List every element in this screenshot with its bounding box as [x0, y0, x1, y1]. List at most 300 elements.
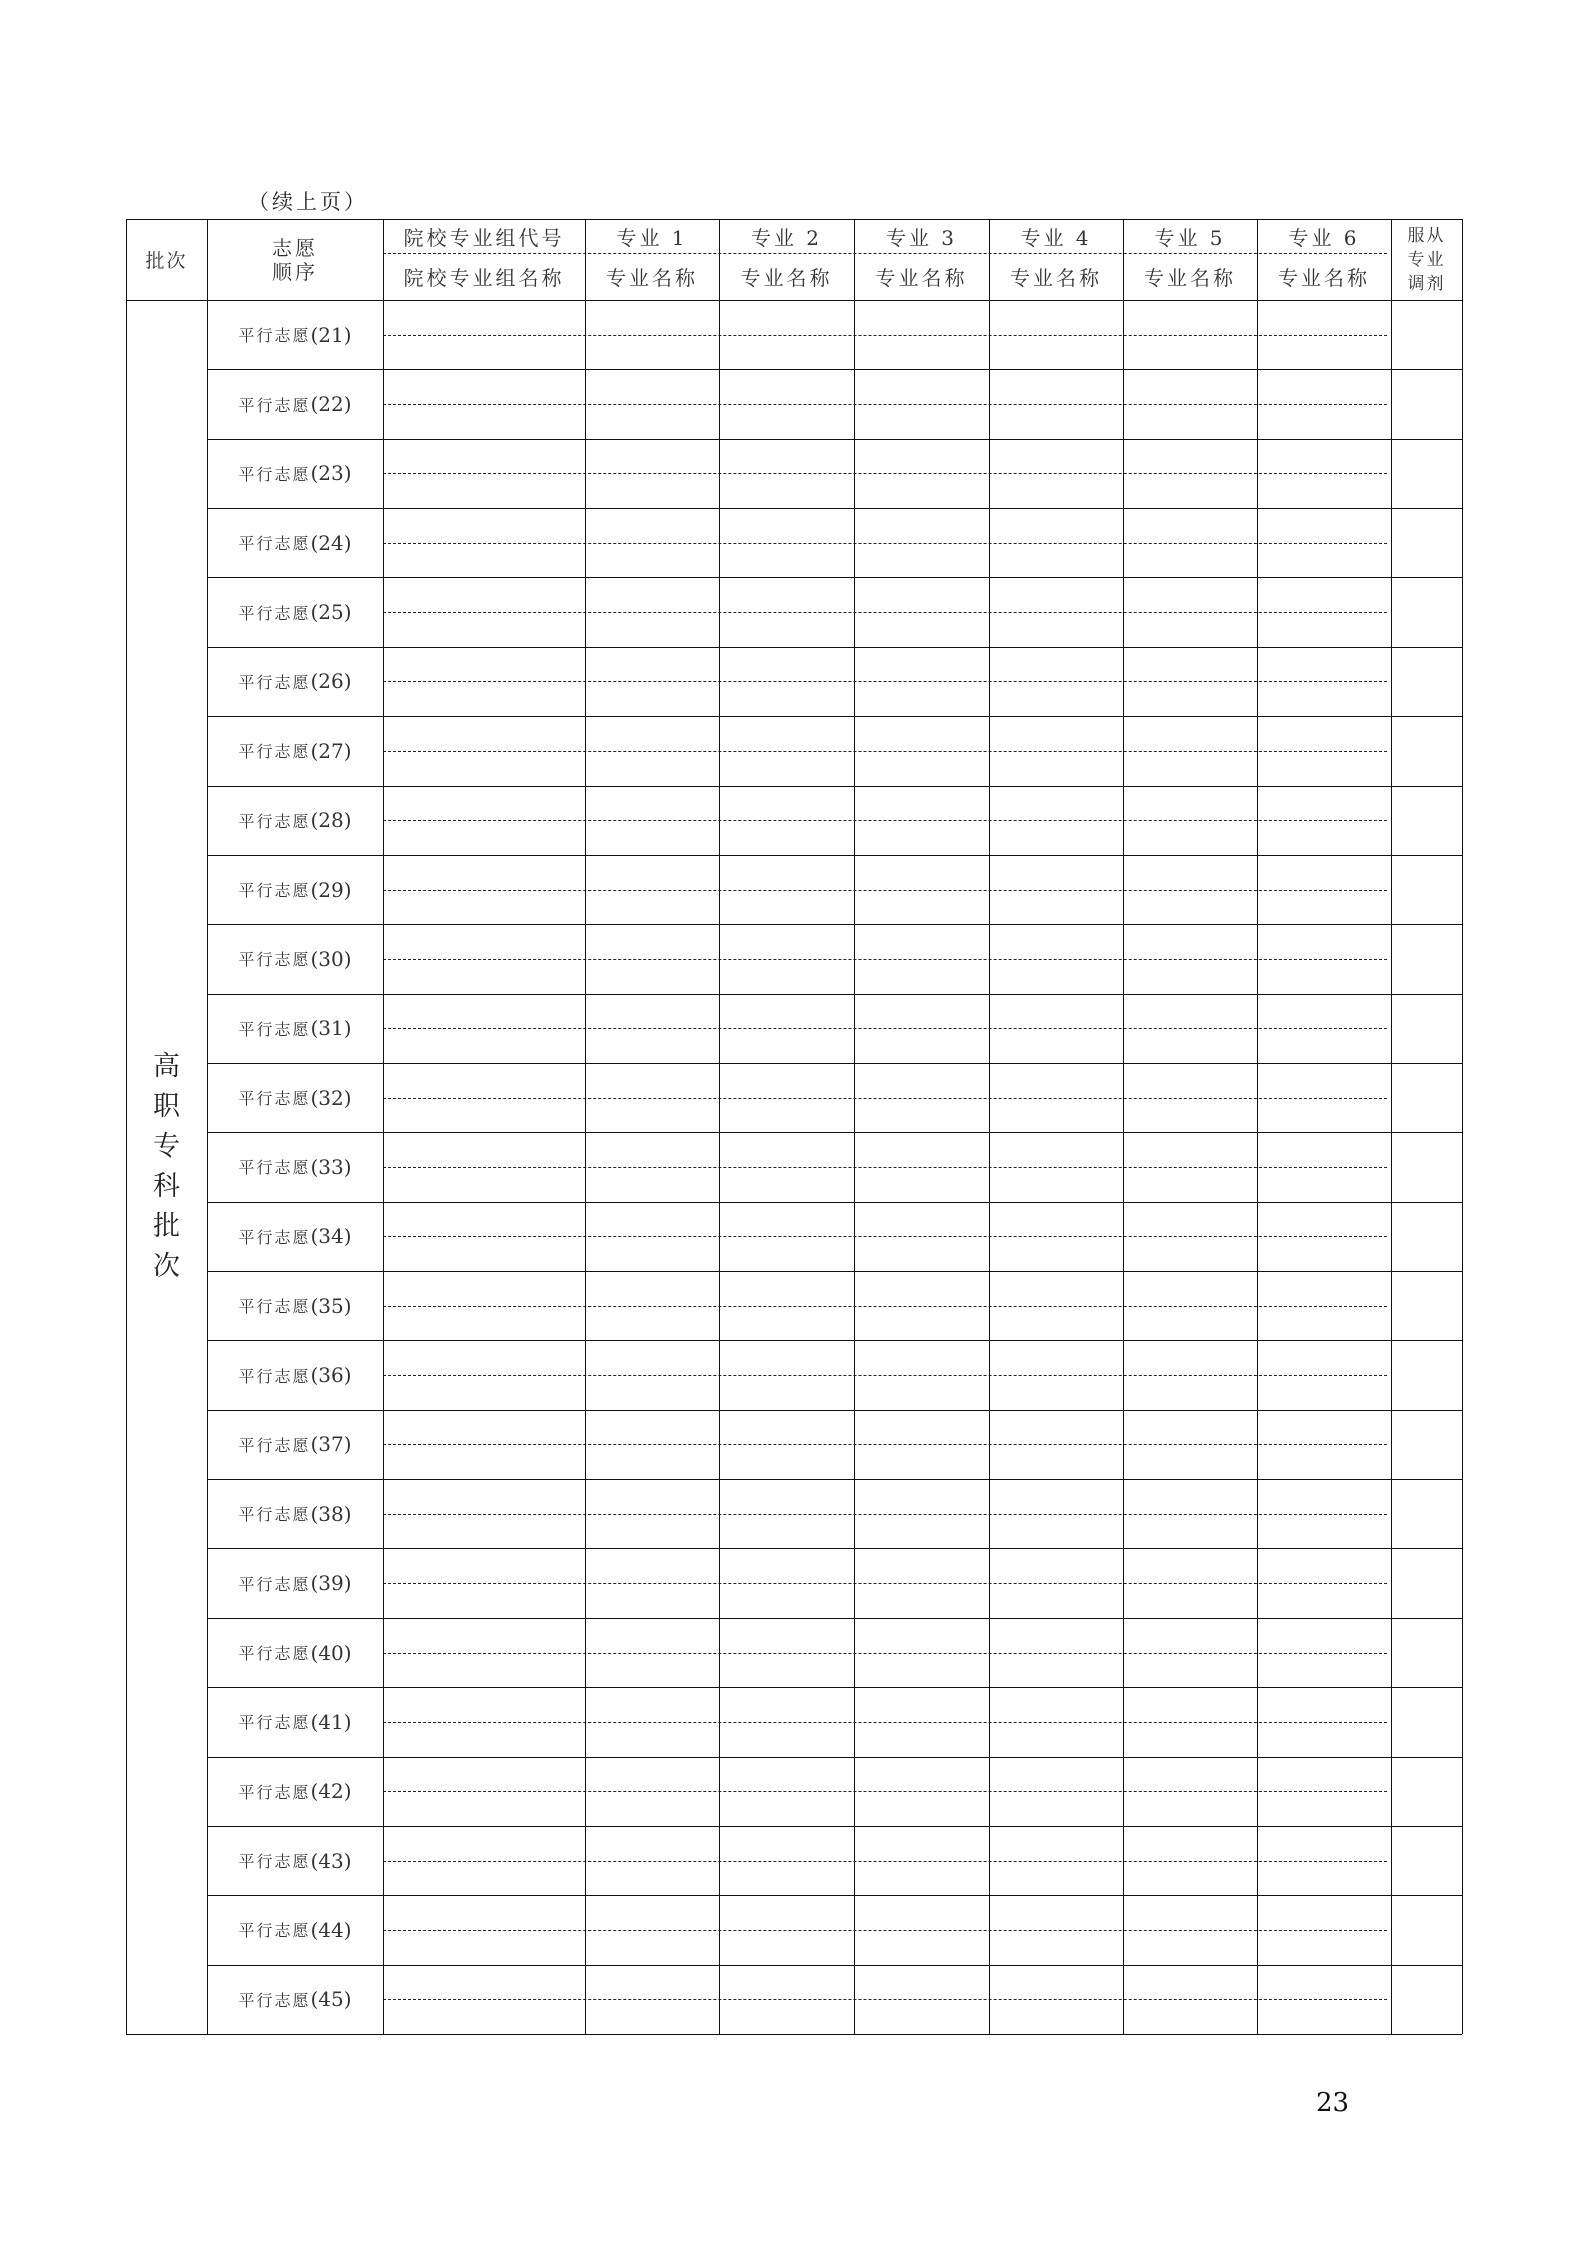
major-5-name-field[interactable]	[1125, 545, 1255, 576]
major-5-code-field[interactable]	[1125, 1273, 1255, 1304]
major-5-code-field[interactable]	[1125, 1412, 1255, 1443]
major-3-name-field[interactable]	[856, 1238, 987, 1269]
adjust-field[interactable]	[1393, 1065, 1460, 1130]
major-5-name-field[interactable]	[1125, 1377, 1255, 1408]
adjust-field[interactable]	[1393, 1967, 1460, 2032]
adjust-field[interactable]	[1393, 302, 1460, 367]
group-code-field[interactable]	[385, 1828, 583, 1859]
group-code-field[interactable]	[385, 1689, 583, 1720]
major-6-code-field[interactable]	[1259, 1897, 1389, 1928]
major-2-code-field[interactable]	[721, 1897, 852, 1928]
major-6-code-field[interactable]	[1259, 788, 1389, 819]
major-5-code-field[interactable]	[1125, 1481, 1255, 1512]
major-5-code-field[interactable]	[1125, 1550, 1255, 1581]
major-4-code-field[interactable]	[991, 996, 1121, 1027]
major-5-code-field[interactable]	[1125, 1065, 1255, 1096]
major-6-code-field[interactable]	[1259, 1481, 1389, 1512]
major-2-name-field[interactable]	[721, 406, 852, 437]
major-5-name-field[interactable]	[1125, 1446, 1255, 1477]
major-1-name-field[interactable]	[587, 1655, 717, 1686]
major-4-code-field[interactable]	[991, 649, 1121, 680]
major-1-name-field[interactable]	[587, 961, 717, 992]
major-4-code-field[interactable]	[991, 1273, 1121, 1304]
major-1-name-field[interactable]	[587, 1585, 717, 1616]
major-6-code-field[interactable]	[1259, 1550, 1389, 1581]
major-2-code-field[interactable]	[721, 1967, 852, 1998]
adjust-field[interactable]	[1393, 371, 1460, 436]
group-code-field[interactable]	[385, 788, 583, 819]
major-6-name-field[interactable]	[1259, 961, 1389, 992]
group-name-field[interactable]	[385, 892, 583, 923]
major-2-name-field[interactable]	[721, 1169, 852, 1200]
group-code-field[interactable]	[385, 649, 583, 680]
major-3-name-field[interactable]	[856, 2001, 987, 2032]
major-5-code-field[interactable]	[1125, 579, 1255, 610]
major-3-code-field[interactable]	[856, 1481, 987, 1512]
major-2-name-field[interactable]	[721, 1100, 852, 1131]
major-4-name-field[interactable]	[991, 1308, 1121, 1339]
major-6-name-field[interactable]	[1259, 337, 1389, 368]
major-1-code-field[interactable]	[587, 649, 717, 680]
major-6-name-field[interactable]	[1259, 545, 1389, 576]
major-2-code-field[interactable]	[721, 441, 852, 472]
major-6-code-field[interactable]	[1259, 510, 1389, 541]
group-code-field[interactable]	[385, 1759, 583, 1790]
major-2-code-field[interactable]	[721, 1134, 852, 1165]
major-4-code-field[interactable]	[991, 1481, 1121, 1512]
major-1-name-field[interactable]	[587, 1724, 717, 1755]
major-2-code-field[interactable]	[721, 1481, 852, 1512]
major-3-code-field[interactable]	[856, 718, 987, 749]
major-5-code-field[interactable]	[1125, 996, 1255, 1027]
group-code-field[interactable]	[385, 996, 583, 1027]
major-2-code-field[interactable]	[721, 579, 852, 610]
major-5-name-field[interactable]	[1125, 1655, 1255, 1686]
major-6-code-field[interactable]	[1259, 1967, 1389, 1998]
major-6-name-field[interactable]	[1259, 1308, 1389, 1339]
major-2-name-field[interactable]	[721, 961, 852, 992]
major-3-name-field[interactable]	[856, 1863, 987, 1894]
major-4-code-field[interactable]	[991, 302, 1121, 333]
major-1-name-field[interactable]	[587, 475, 717, 506]
major-5-name-field[interactable]	[1125, 614, 1255, 645]
major-2-code-field[interactable]	[721, 1273, 852, 1304]
major-2-name-field[interactable]	[721, 1030, 852, 1061]
major-6-name-field[interactable]	[1259, 406, 1389, 437]
major-4-name-field[interactable]	[991, 337, 1121, 368]
group-name-field[interactable]	[385, 1446, 583, 1477]
major-5-name-field[interactable]	[1125, 406, 1255, 437]
major-6-name-field[interactable]	[1259, 1030, 1389, 1061]
major-5-code-field[interactable]	[1125, 1967, 1255, 1998]
group-code-field[interactable]	[385, 1967, 583, 1998]
major-3-code-field[interactable]	[856, 1134, 987, 1165]
major-1-name-field[interactable]	[587, 1516, 717, 1547]
major-2-name-field[interactable]	[721, 753, 852, 784]
group-name-field[interactable]	[385, 961, 583, 992]
major-3-name-field[interactable]	[856, 545, 987, 576]
group-name-field[interactable]	[385, 1724, 583, 1755]
adjust-field[interactable]	[1393, 510, 1460, 575]
major-6-name-field[interactable]	[1259, 1793, 1389, 1824]
major-6-name-field[interactable]	[1259, 614, 1389, 645]
major-4-code-field[interactable]	[991, 1689, 1121, 1720]
group-name-field[interactable]	[385, 337, 583, 368]
major-5-name-field[interactable]	[1125, 1793, 1255, 1824]
major-5-code-field[interactable]	[1125, 1342, 1255, 1373]
adjust-field[interactable]	[1393, 1828, 1460, 1893]
group-code-field[interactable]	[385, 1342, 583, 1373]
major-5-name-field[interactable]	[1125, 1238, 1255, 1269]
major-1-code-field[interactable]	[587, 1759, 717, 1790]
major-6-code-field[interactable]	[1259, 996, 1389, 1027]
major-2-code-field[interactable]	[721, 1759, 852, 1790]
major-6-code-field[interactable]	[1259, 926, 1389, 957]
group-name-field[interactable]	[385, 683, 583, 714]
major-4-name-field[interactable]	[991, 614, 1121, 645]
major-2-name-field[interactable]	[721, 1724, 852, 1755]
major-1-name-field[interactable]	[587, 892, 717, 923]
major-4-code-field[interactable]	[991, 1550, 1121, 1581]
major-2-code-field[interactable]	[721, 996, 852, 1027]
major-5-code-field[interactable]	[1125, 1134, 1255, 1165]
major-5-name-field[interactable]	[1125, 1030, 1255, 1061]
major-2-name-field[interactable]	[721, 1863, 852, 1894]
major-3-code-field[interactable]	[856, 1967, 987, 1998]
major-6-code-field[interactable]	[1259, 1759, 1389, 1790]
major-4-code-field[interactable]	[991, 579, 1121, 610]
major-6-name-field[interactable]	[1259, 1932, 1389, 1963]
major-5-code-field[interactable]	[1125, 649, 1255, 680]
major-6-code-field[interactable]	[1259, 1065, 1389, 1096]
major-3-name-field[interactable]	[856, 1932, 987, 1963]
major-5-name-field[interactable]	[1125, 1724, 1255, 1755]
major-6-code-field[interactable]	[1259, 441, 1389, 472]
major-3-name-field[interactable]	[856, 1793, 987, 1824]
major-1-code-field[interactable]	[587, 302, 717, 333]
major-4-name-field[interactable]	[991, 1932, 1121, 1963]
major-1-code-field[interactable]	[587, 1412, 717, 1443]
major-5-code-field[interactable]	[1125, 441, 1255, 472]
major-6-name-field[interactable]	[1259, 1238, 1389, 1269]
major-1-name-field[interactable]	[587, 1932, 717, 1963]
major-3-name-field[interactable]	[856, 822, 987, 853]
major-6-name-field[interactable]	[1259, 1724, 1389, 1755]
major-2-code-field[interactable]	[721, 1065, 852, 1096]
major-5-code-field[interactable]	[1125, 1828, 1255, 1859]
major-3-code-field[interactable]	[856, 1412, 987, 1443]
major-4-name-field[interactable]	[991, 1238, 1121, 1269]
major-1-name-field[interactable]	[587, 753, 717, 784]
major-5-code-field[interactable]	[1125, 1689, 1255, 1720]
group-code-field[interactable]	[385, 1481, 583, 1512]
group-code-field[interactable]	[385, 1897, 583, 1928]
major-3-code-field[interactable]	[856, 788, 987, 819]
major-1-name-field[interactable]	[587, 1169, 717, 1200]
major-2-code-field[interactable]	[721, 1620, 852, 1651]
group-name-field[interactable]	[385, 1308, 583, 1339]
adjust-field[interactable]	[1393, 857, 1460, 922]
major-4-name-field[interactable]	[991, 683, 1121, 714]
major-3-code-field[interactable]	[856, 649, 987, 680]
major-5-name-field[interactable]	[1125, 1308, 1255, 1339]
major-3-code-field[interactable]	[856, 1204, 987, 1235]
group-code-field[interactable]	[385, 1273, 583, 1304]
major-5-name-field[interactable]	[1125, 337, 1255, 368]
major-3-name-field[interactable]	[856, 1100, 987, 1131]
group-name-field[interactable]	[385, 1793, 583, 1824]
major-3-code-field[interactable]	[856, 371, 987, 402]
major-4-name-field[interactable]	[991, 822, 1121, 853]
major-1-code-field[interactable]	[587, 788, 717, 819]
major-1-code-field[interactable]	[587, 996, 717, 1027]
major-1-code-field[interactable]	[587, 1134, 717, 1165]
major-4-name-field[interactable]	[991, 1516, 1121, 1547]
group-code-field[interactable]	[385, 441, 583, 472]
group-name-field[interactable]	[385, 2001, 583, 2032]
major-1-name-field[interactable]	[587, 1238, 717, 1269]
major-1-code-field[interactable]	[587, 1828, 717, 1859]
major-5-name-field[interactable]	[1125, 892, 1255, 923]
major-4-code-field[interactable]	[991, 718, 1121, 749]
major-2-code-field[interactable]	[721, 718, 852, 749]
major-5-name-field[interactable]	[1125, 2001, 1255, 2032]
major-3-code-field[interactable]	[856, 1342, 987, 1373]
adjust-field[interactable]	[1393, 1204, 1460, 1269]
major-4-name-field[interactable]	[991, 1100, 1121, 1131]
adjust-field[interactable]	[1393, 441, 1460, 506]
major-1-code-field[interactable]	[587, 1550, 717, 1581]
adjust-field[interactable]	[1393, 996, 1460, 1061]
major-6-code-field[interactable]	[1259, 1620, 1389, 1651]
major-6-name-field[interactable]	[1259, 753, 1389, 784]
major-6-code-field[interactable]	[1259, 1828, 1389, 1859]
major-1-name-field[interactable]	[587, 822, 717, 853]
major-2-name-field[interactable]	[721, 1793, 852, 1824]
group-code-field[interactable]	[385, 1204, 583, 1235]
major-4-code-field[interactable]	[991, 371, 1121, 402]
major-1-code-field[interactable]	[587, 1273, 717, 1304]
major-1-code-field[interactable]	[587, 1342, 717, 1373]
group-name-field[interactable]	[385, 1516, 583, 1547]
major-4-name-field[interactable]	[991, 1863, 1121, 1894]
major-1-code-field[interactable]	[587, 718, 717, 749]
group-name-field[interactable]	[385, 1100, 583, 1131]
major-5-code-field[interactable]	[1125, 926, 1255, 957]
major-1-name-field[interactable]	[587, 2001, 717, 2032]
major-3-code-field[interactable]	[856, 926, 987, 957]
major-1-code-field[interactable]	[587, 1620, 717, 1651]
major-3-code-field[interactable]	[856, 1689, 987, 1720]
major-6-code-field[interactable]	[1259, 1342, 1389, 1373]
group-name-field[interactable]	[385, 822, 583, 853]
major-6-name-field[interactable]	[1259, 2001, 1389, 2032]
major-2-code-field[interactable]	[721, 1689, 852, 1720]
major-4-code-field[interactable]	[991, 1412, 1121, 1443]
major-5-name-field[interactable]	[1125, 1585, 1255, 1616]
adjust-field[interactable]	[1393, 1412, 1460, 1477]
major-2-name-field[interactable]	[721, 683, 852, 714]
major-1-name-field[interactable]	[587, 545, 717, 576]
major-4-name-field[interactable]	[991, 1793, 1121, 1824]
major-3-code-field[interactable]	[856, 579, 987, 610]
major-3-name-field[interactable]	[856, 1169, 987, 1200]
major-2-code-field[interactable]	[721, 857, 852, 888]
major-5-code-field[interactable]	[1125, 1620, 1255, 1651]
major-6-name-field[interactable]	[1259, 892, 1389, 923]
major-6-name-field[interactable]	[1259, 1446, 1389, 1477]
major-4-name-field[interactable]	[991, 961, 1121, 992]
major-5-name-field[interactable]	[1125, 1932, 1255, 1963]
major-2-name-field[interactable]	[721, 614, 852, 645]
group-name-field[interactable]	[385, 1863, 583, 1894]
major-2-name-field[interactable]	[721, 1377, 852, 1408]
adjust-field[interactable]	[1393, 788, 1460, 853]
major-3-name-field[interactable]	[856, 1724, 987, 1755]
major-4-name-field[interactable]	[991, 1585, 1121, 1616]
major-1-name-field[interactable]	[587, 1863, 717, 1894]
major-4-code-field[interactable]	[991, 1828, 1121, 1859]
major-4-code-field[interactable]	[991, 857, 1121, 888]
major-1-name-field[interactable]	[587, 1377, 717, 1408]
major-5-name-field[interactable]	[1125, 475, 1255, 506]
major-2-code-field[interactable]	[721, 1828, 852, 1859]
group-code-field[interactable]	[385, 510, 583, 541]
major-3-name-field[interactable]	[856, 475, 987, 506]
major-5-name-field[interactable]	[1125, 683, 1255, 714]
major-1-code-field[interactable]	[587, 1204, 717, 1235]
group-code-field[interactable]	[385, 371, 583, 402]
major-2-code-field[interactable]	[721, 926, 852, 957]
major-3-name-field[interactable]	[856, 1377, 987, 1408]
major-6-code-field[interactable]	[1259, 1273, 1389, 1304]
group-code-field[interactable]	[385, 1620, 583, 1651]
major-3-code-field[interactable]	[856, 1550, 987, 1581]
major-3-code-field[interactable]	[856, 441, 987, 472]
major-3-name-field[interactable]	[856, 1585, 987, 1616]
group-name-field[interactable]	[385, 1377, 583, 1408]
major-4-code-field[interactable]	[991, 441, 1121, 472]
major-5-name-field[interactable]	[1125, 1863, 1255, 1894]
major-5-name-field[interactable]	[1125, 961, 1255, 992]
major-5-code-field[interactable]	[1125, 788, 1255, 819]
major-6-code-field[interactable]	[1259, 1134, 1389, 1165]
adjust-field[interactable]	[1393, 1273, 1460, 1338]
adjust-field[interactable]	[1393, 926, 1460, 991]
major-6-code-field[interactable]	[1259, 1689, 1389, 1720]
group-name-field[interactable]	[385, 1932, 583, 1963]
major-6-code-field[interactable]	[1259, 1412, 1389, 1443]
major-4-code-field[interactable]	[991, 1967, 1121, 1998]
major-6-code-field[interactable]	[1259, 302, 1389, 333]
major-5-code-field[interactable]	[1125, 718, 1255, 749]
major-2-name-field[interactable]	[721, 1308, 852, 1339]
major-3-name-field[interactable]	[856, 961, 987, 992]
major-3-code-field[interactable]	[856, 1828, 987, 1859]
major-3-name-field[interactable]	[856, 1516, 987, 1547]
major-2-name-field[interactable]	[721, 822, 852, 853]
group-code-field[interactable]	[385, 926, 583, 957]
major-5-code-field[interactable]	[1125, 510, 1255, 541]
major-4-code-field[interactable]	[991, 1897, 1121, 1928]
major-1-code-field[interactable]	[587, 579, 717, 610]
major-6-code-field[interactable]	[1259, 579, 1389, 610]
group-name-field[interactable]	[385, 545, 583, 576]
major-4-code-field[interactable]	[991, 788, 1121, 819]
major-5-code-field[interactable]	[1125, 857, 1255, 888]
major-3-name-field[interactable]	[856, 753, 987, 784]
adjust-field[interactable]	[1393, 1689, 1460, 1754]
group-name-field[interactable]	[385, 753, 583, 784]
major-2-code-field[interactable]	[721, 649, 852, 680]
major-6-code-field[interactable]	[1259, 857, 1389, 888]
major-3-code-field[interactable]	[856, 302, 987, 333]
major-3-code-field[interactable]	[856, 510, 987, 541]
major-3-code-field[interactable]	[856, 1620, 987, 1651]
major-6-name-field[interactable]	[1259, 1169, 1389, 1200]
major-4-name-field[interactable]	[991, 406, 1121, 437]
major-2-code-field[interactable]	[721, 302, 852, 333]
major-2-name-field[interactable]	[721, 545, 852, 576]
major-2-name-field[interactable]	[721, 2001, 852, 2032]
adjust-field[interactable]	[1393, 579, 1460, 644]
group-code-field[interactable]	[385, 1412, 583, 1443]
major-3-name-field[interactable]	[856, 614, 987, 645]
major-4-name-field[interactable]	[991, 1169, 1121, 1200]
group-name-field[interactable]	[385, 475, 583, 506]
major-6-name-field[interactable]	[1259, 822, 1389, 853]
major-2-code-field[interactable]	[721, 1342, 852, 1373]
major-2-code-field[interactable]	[721, 1412, 852, 1443]
major-2-code-field[interactable]	[721, 1550, 852, 1581]
major-1-code-field[interactable]	[587, 1689, 717, 1720]
major-4-name-field[interactable]	[991, 475, 1121, 506]
major-4-code-field[interactable]	[991, 1342, 1121, 1373]
major-3-code-field[interactable]	[856, 1897, 987, 1928]
major-4-code-field[interactable]	[991, 1204, 1121, 1235]
major-4-name-field[interactable]	[991, 545, 1121, 576]
major-1-code-field[interactable]	[587, 926, 717, 957]
major-2-name-field[interactable]	[721, 475, 852, 506]
major-1-name-field[interactable]	[587, 1100, 717, 1131]
major-6-name-field[interactable]	[1259, 475, 1389, 506]
group-code-field[interactable]	[385, 1134, 583, 1165]
major-6-name-field[interactable]	[1259, 683, 1389, 714]
major-5-code-field[interactable]	[1125, 1759, 1255, 1790]
major-4-name-field[interactable]	[991, 892, 1121, 923]
major-5-code-field[interactable]	[1125, 1897, 1255, 1928]
major-3-code-field[interactable]	[856, 996, 987, 1027]
major-5-name-field[interactable]	[1125, 1100, 1255, 1131]
adjust-field[interactable]	[1393, 1134, 1460, 1199]
major-5-code-field[interactable]	[1125, 1204, 1255, 1235]
major-2-name-field[interactable]	[721, 1655, 852, 1686]
major-3-name-field[interactable]	[856, 337, 987, 368]
major-3-code-field[interactable]	[856, 857, 987, 888]
major-4-code-field[interactable]	[991, 926, 1121, 957]
major-5-code-field[interactable]	[1125, 302, 1255, 333]
group-name-field[interactable]	[385, 1655, 583, 1686]
group-code-field[interactable]	[385, 857, 583, 888]
major-2-name-field[interactable]	[721, 892, 852, 923]
group-name-field[interactable]	[385, 1238, 583, 1269]
major-1-name-field[interactable]	[587, 614, 717, 645]
group-code-field[interactable]	[385, 302, 583, 333]
major-6-code-field[interactable]	[1259, 718, 1389, 749]
major-4-name-field[interactable]	[991, 1030, 1121, 1061]
group-code-field[interactable]	[385, 1550, 583, 1581]
major-5-name-field[interactable]	[1125, 1169, 1255, 1200]
